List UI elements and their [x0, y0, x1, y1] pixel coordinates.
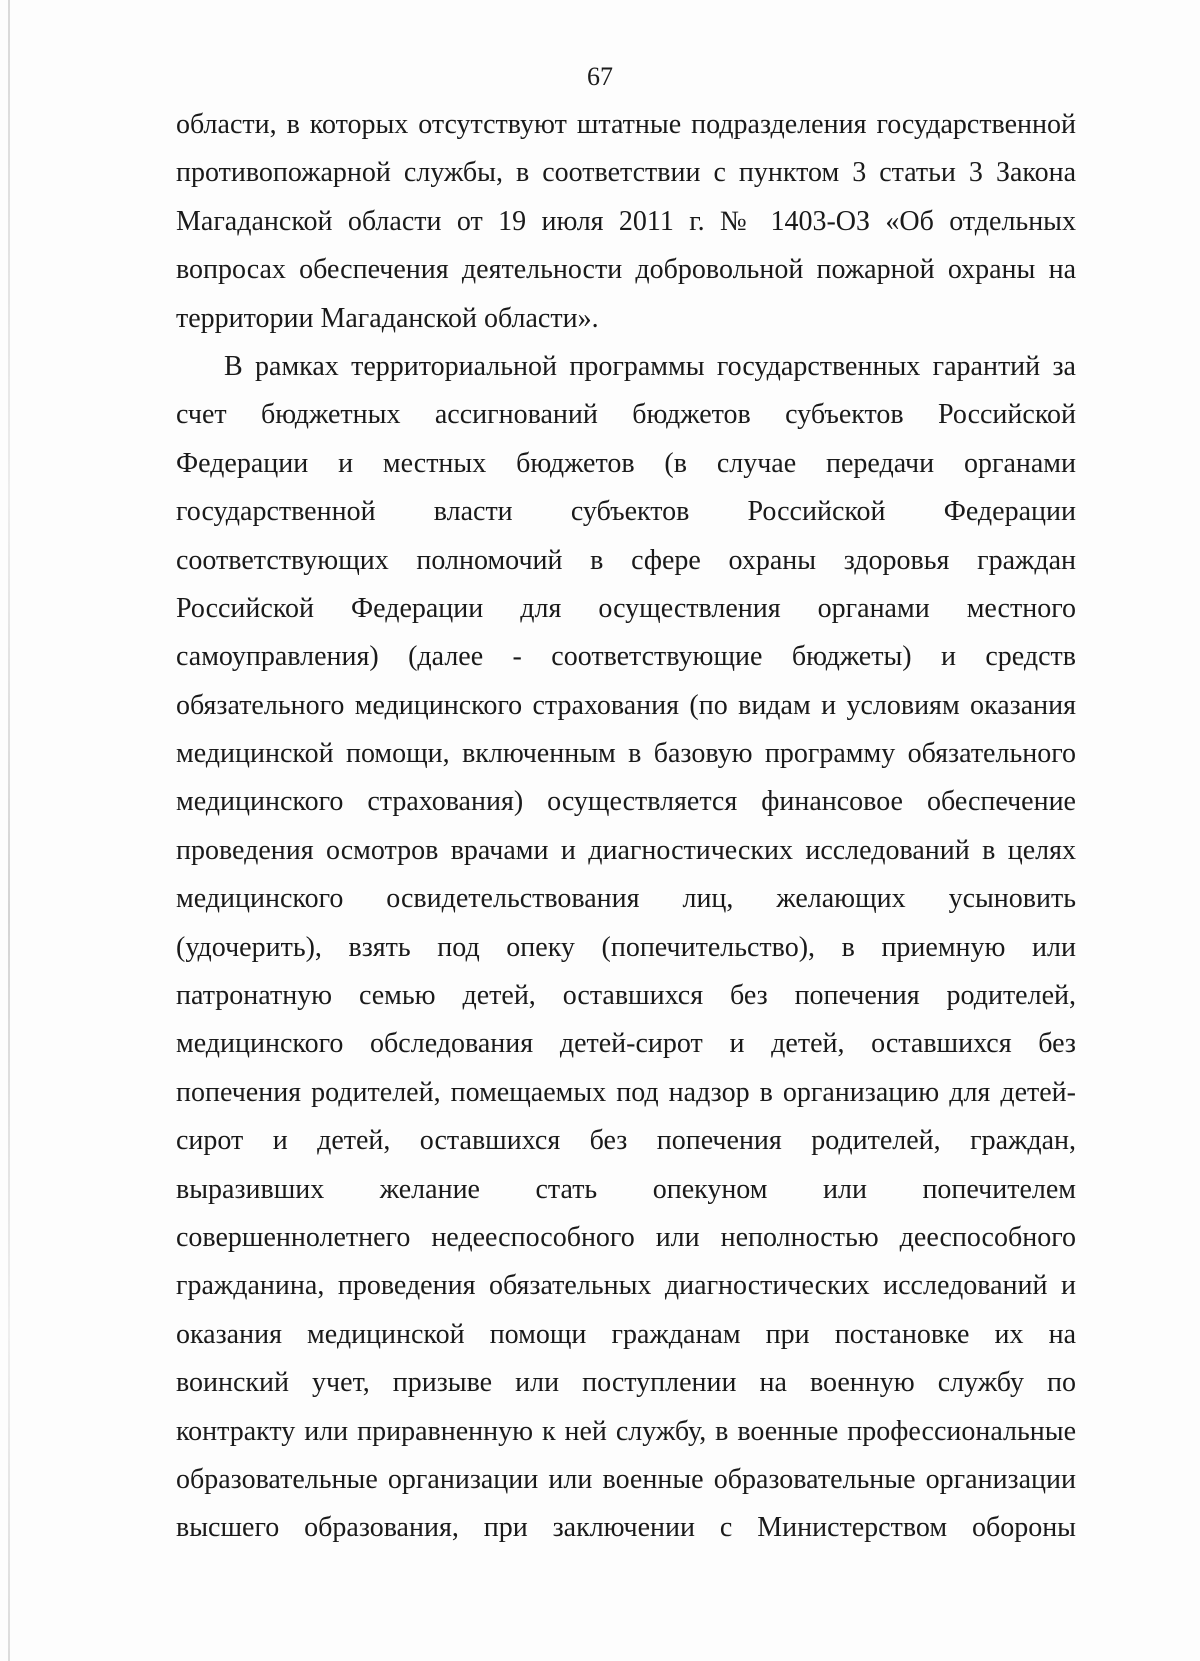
- text-line: сирот и детей, оставшихся без попечения родителей, граждан,: [176, 1125, 1076, 1157]
- text-line: медицинского обследования детей-сирот и детей, оставшихся без: [176, 1028, 1076, 1060]
- paragraph-start-line: В рамках территориальной программы государственных гарантий за: [224, 350, 1076, 382]
- text-line: Федерации и местных бюджетов (в случае передачи органами: [176, 447, 1076, 479]
- text-line: высшего образования, при заключении с Министерством обороны: [176, 1512, 1076, 1544]
- text-line: совершеннолетнего недееспособного или неполностью дееспособного: [176, 1221, 1076, 1253]
- text-line: самоуправления) (далее - соответствующие бюджеты) и средств: [176, 641, 1076, 673]
- text-line: территории Магаданской области».: [176, 302, 599, 334]
- text-line: патронатную семью детей, оставшихся без попечения родителей,: [176, 980, 1076, 1012]
- text-line: выразивших желание стать опекуном или попечителем: [176, 1173, 1076, 1205]
- text-line: медицинского страхования) осуществляется финансовое обеспечение: [176, 786, 1076, 818]
- text-line: области, в которых отсутствуют штатные подразделения государственной: [176, 109, 1076, 140]
- text-line: Магаданской области от 19 июля 2011 г. № 1403-ОЗ «Об отдельных: [176, 205, 1076, 237]
- text-line: Российской Федерации для осуществления органами местного: [176, 592, 1076, 624]
- text-line: (удочерить), взять под опеку (попечительство), в приемную или: [176, 931, 1076, 963]
- text-line: воинский учет, призыве или поступлении на военную службу по: [176, 1367, 1076, 1399]
- scan-edge-shadow: [8, 0, 10, 1661]
- text-line: контракту или приравненную к ней службу, в военные профессиональные: [176, 1415, 1076, 1447]
- text-line: государственной власти субъектов Российской Федерации: [176, 496, 1076, 528]
- page-number: 67: [587, 62, 613, 91]
- document-body: [176, 101, 1076, 1553]
- text-line: счет бюджетных ассигнований бюджетов субъектов Российской: [176, 399, 1076, 431]
- text-line: медицинской помощи, включенным в базовую программу обязательного: [176, 738, 1076, 770]
- text-line: оказания медицинской помощи гражданам при постановке их на: [176, 1318, 1076, 1350]
- text-line: соответствующих полномочий в сфере охраны здоровья граждан: [176, 544, 1076, 576]
- text-line: противопожарной службы, в соответствии с пунктом 3 статьи 3 Закона: [176, 157, 1076, 189]
- text-line: проведения осмотров врачами и диагностических исследований в целях: [176, 834, 1076, 866]
- text-line: образовательные организации или военные образовательные организации: [176, 1463, 1076, 1495]
- text-line: обязательного медицинского страхования (по видам и условиям оказания: [176, 689, 1076, 721]
- text-line: гражданина, проведения обязательных диагностических исследований и: [176, 1270, 1076, 1302]
- text-line: вопросах обеспечения деятельности добровольной пожарной охраны на: [176, 254, 1076, 286]
- text-line: медицинского освидетельствования лиц, желающих усыновить: [176, 883, 1076, 915]
- text-line: попечения родителей, помещаемых под надзор в организацию для детей-: [176, 1076, 1076, 1108]
